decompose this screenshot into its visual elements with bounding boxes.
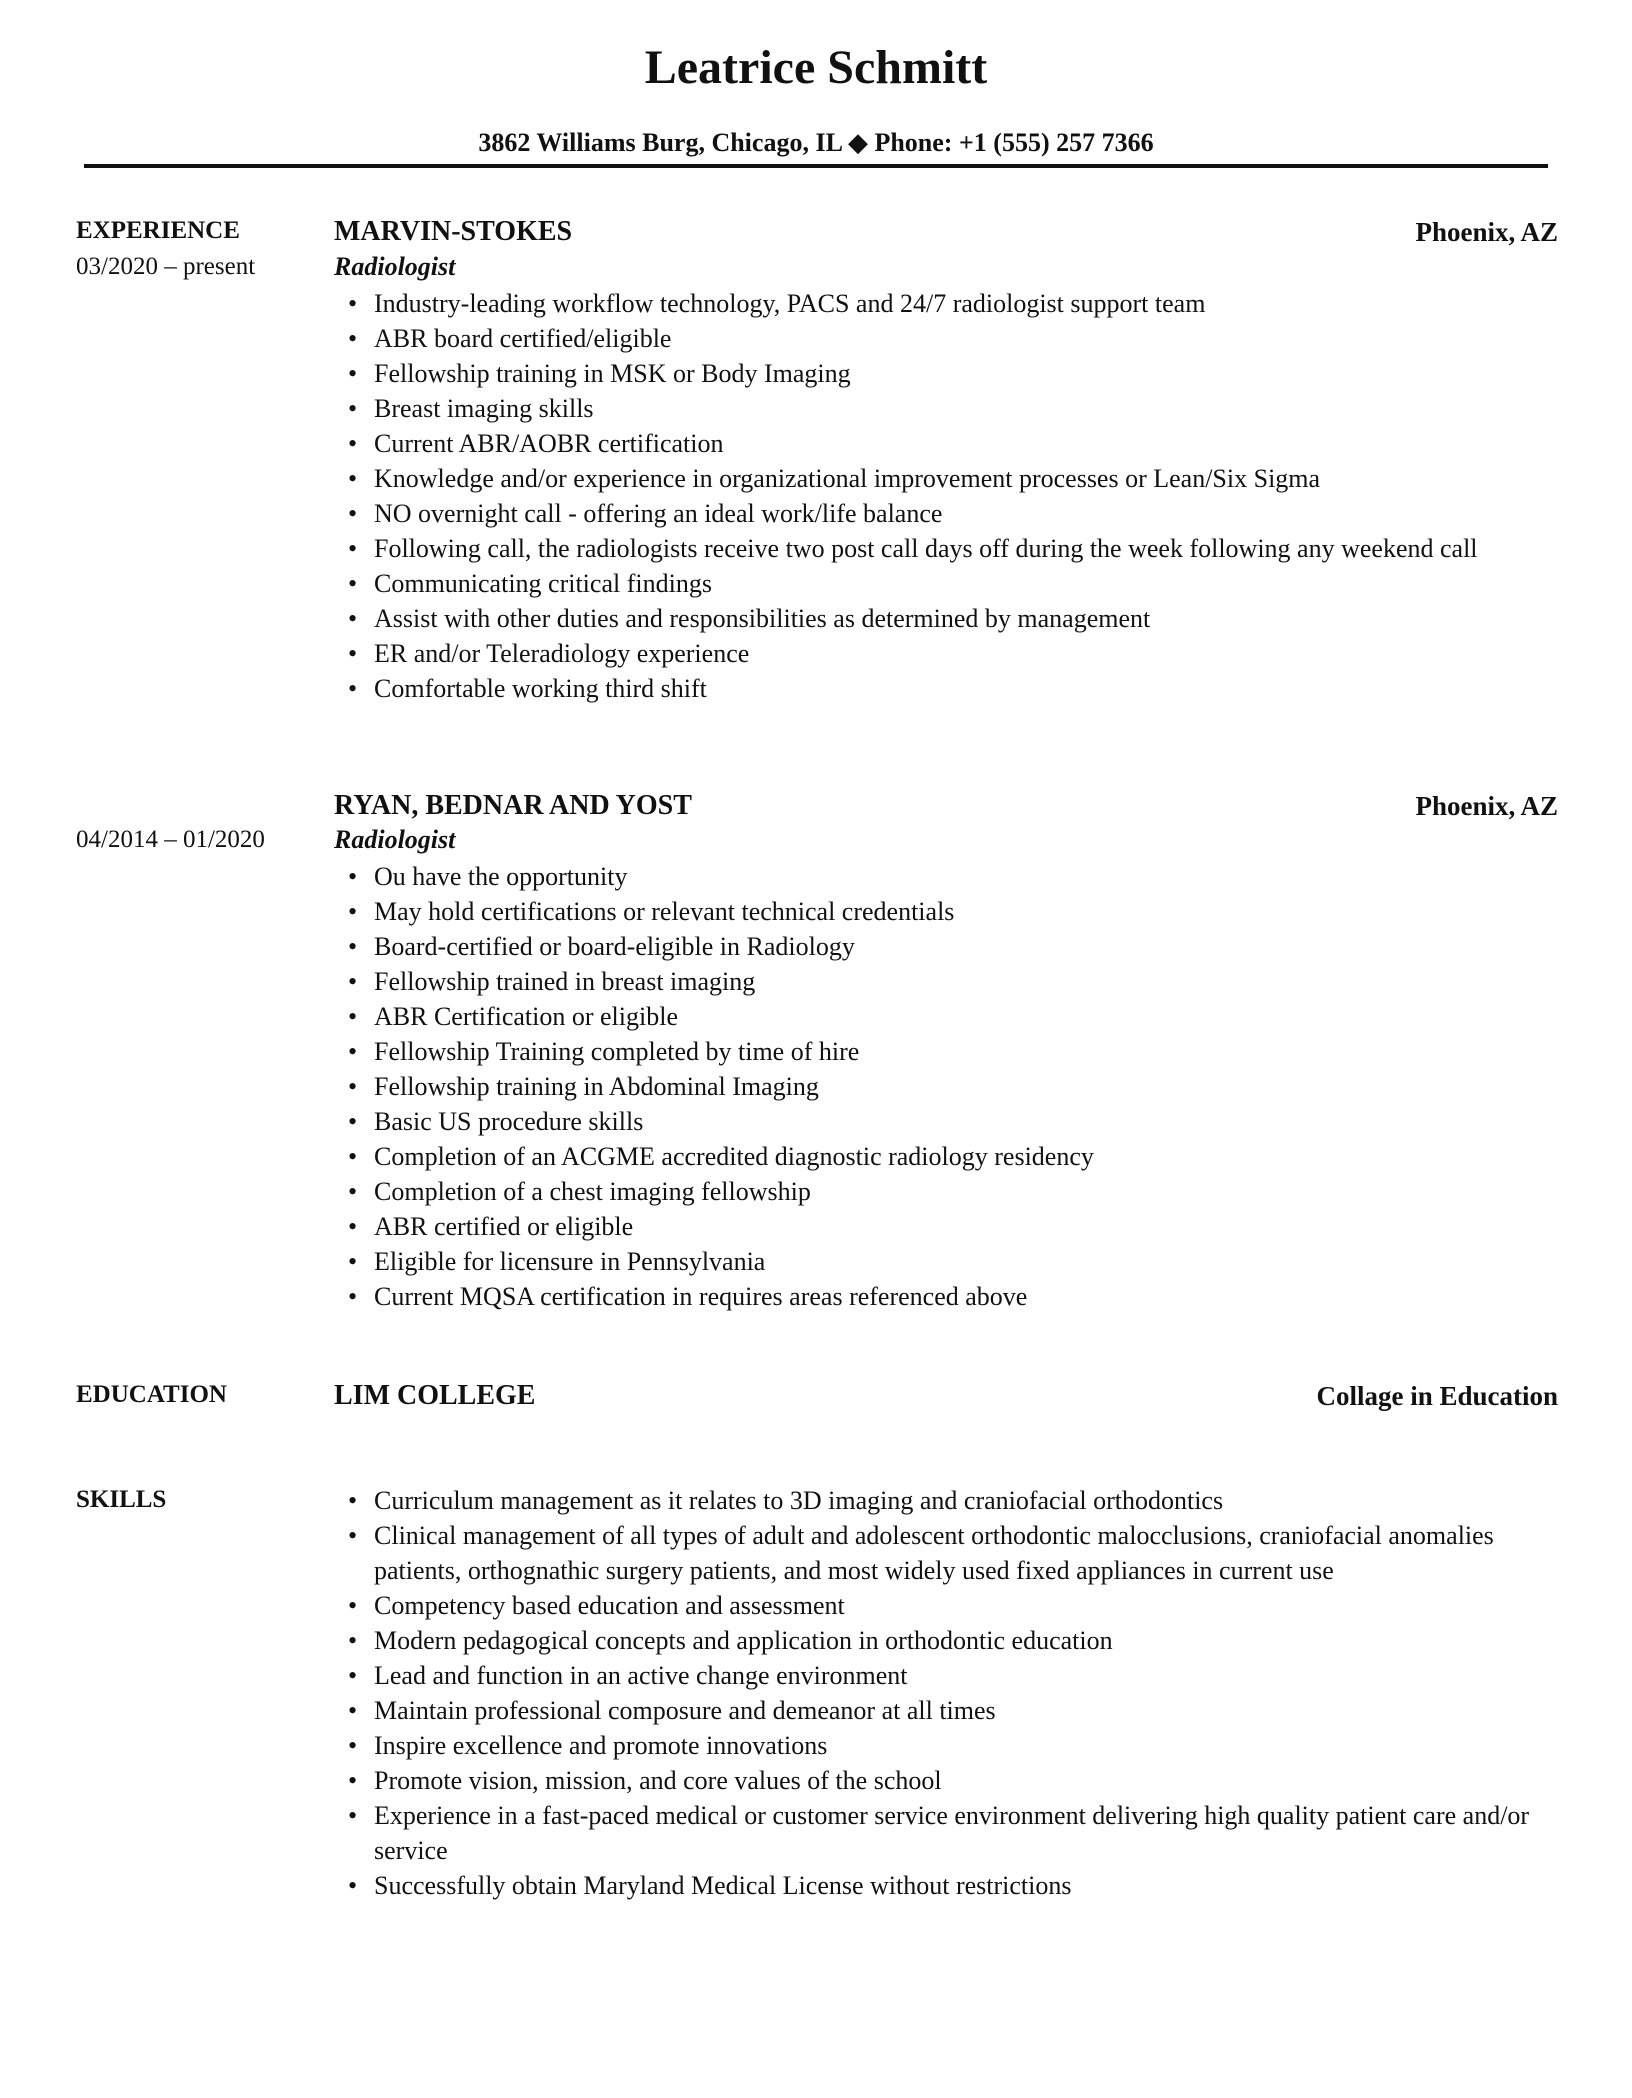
- list-item: • Clinical management of all types of adult and adolescent orthodontic malocclusions, craniofacial anomalies patients, orthognathic surgery patients, and most widely used fixed appliances in current use: [334, 1518, 1564, 1588]
- list-item: • Knowledge and/or experience in organizational improvement processes or Lean/Six Sigma: [334, 461, 1564, 496]
- list-item: • ER and/or Teleradiology experience: [334, 636, 1564, 671]
- list-item: • Breast imaging skills: [334, 391, 1564, 426]
- education-section-label: EDUCATION: [76, 1381, 227, 1408]
- list-item: • ABR board certified/eligible: [334, 321, 1564, 356]
- job-company: RYAN, BEDNAR AND YOST: [334, 790, 692, 821]
- list-item: • Promote vision, mission, and core values of the school: [334, 1763, 1564, 1798]
- list-item: • Lead and function in an active change environment: [334, 1658, 1564, 1693]
- contact-line: 3862 Williams Burg, Chicago, IL ◆ Phone: +1 (555) 257 7366: [478, 128, 1154, 157]
- list-item: • Assist with other duties and responsibilities as determined by management: [334, 601, 1564, 636]
- list-item: • Board-certified or board-eligible in Radiology: [334, 929, 1564, 964]
- list-item: • Completion of an ACGME accredited diagnostic radiology residency: [334, 1139, 1564, 1174]
- list-item: • Maintain professional composure and demeanor at all times: [334, 1693, 1564, 1728]
- list-item: • Communicating critical findings: [334, 566, 1564, 601]
- list-item: • Competency based education and assessment: [334, 1588, 1564, 1623]
- list-item: • Basic US procedure skills: [334, 1104, 1564, 1139]
- list-item: • Inspire excellence and promote innovations: [334, 1728, 1564, 1763]
- list-item: • Comfortable working third shift: [334, 671, 1564, 706]
- list-item: • Modern pedagogical concepts and application in orthodontic education: [334, 1623, 1564, 1658]
- list-item: • May hold certifications or relevant technical credentials: [334, 894, 1564, 929]
- job-responsibilities-list: [334, 286, 1564, 706]
- list-item: • Current ABR/AOBR certification: [334, 426, 1564, 461]
- candidate-name: Leatrice Schmitt: [644, 41, 988, 94]
- list-item: • ABR Certification or eligible: [334, 999, 1564, 1034]
- list-item: • Successfully obtain Maryland Medical License without restrictions: [334, 1868, 1564, 1903]
- list-item: • Ou have the opportunity: [334, 859, 1564, 894]
- job-location: Phoenix, AZ: [1415, 217, 1558, 247]
- list-item: • Fellowship training in MSK or Body Imaging: [334, 356, 1564, 391]
- education-degree: Collage in Education: [1316, 1381, 1558, 1411]
- skills-section-label: SKILLS: [76, 1486, 167, 1513]
- job-title: Radiologist: [334, 825, 456, 854]
- job-title: Radiologist: [334, 252, 456, 281]
- list-item: • Curriculum management as it relates to 3D imaging and craniofacial orthodontics: [334, 1483, 1564, 1518]
- list-item: • Industry-leading workflow technology, PACS and 24/7 radiologist support team: [334, 286, 1564, 321]
- list-item: • Eligible for licensure in Pennsylvania: [334, 1244, 1564, 1279]
- list-item: • Experience in a fast-paced medical or customer service environment delivering high quality patient care and/or service: [334, 1798, 1564, 1868]
- list-item: • Current MQSA certification in requires areas referenced above: [334, 1279, 1564, 1314]
- experience-section-label: EXPERIENCE: [76, 217, 240, 244]
- job-location: Phoenix, AZ: [1415, 791, 1558, 821]
- job-responsibilities-list: [334, 859, 1564, 1314]
- list-item: • NO overnight call - offering an ideal work/life balance: [334, 496, 1564, 531]
- list-item: • Following call, the radiologists receive two post call days off during the week following any weekend call: [334, 531, 1564, 566]
- list-item: • Fellowship trained in breast imaging: [334, 964, 1564, 999]
- header-divider: [84, 164, 1548, 168]
- list-item: • ABR certified or eligible: [334, 1209, 1564, 1244]
- job-dates: 03/2020 – present: [76, 253, 256, 280]
- list-item: • Fellowship training in Abdominal Imaging: [334, 1069, 1564, 1104]
- education-school: LIM COLLEGE: [334, 1380, 536, 1411]
- list-item: • Fellowship Training completed by time of hire: [334, 1034, 1564, 1069]
- list-item: • Completion of a chest imaging fellowship: [334, 1174, 1564, 1209]
- job-dates: 04/2014 – 01/2020: [76, 826, 265, 853]
- job-company: MARVIN-STOKES: [334, 216, 573, 247]
- skills-list: [334, 1483, 1564, 1903]
